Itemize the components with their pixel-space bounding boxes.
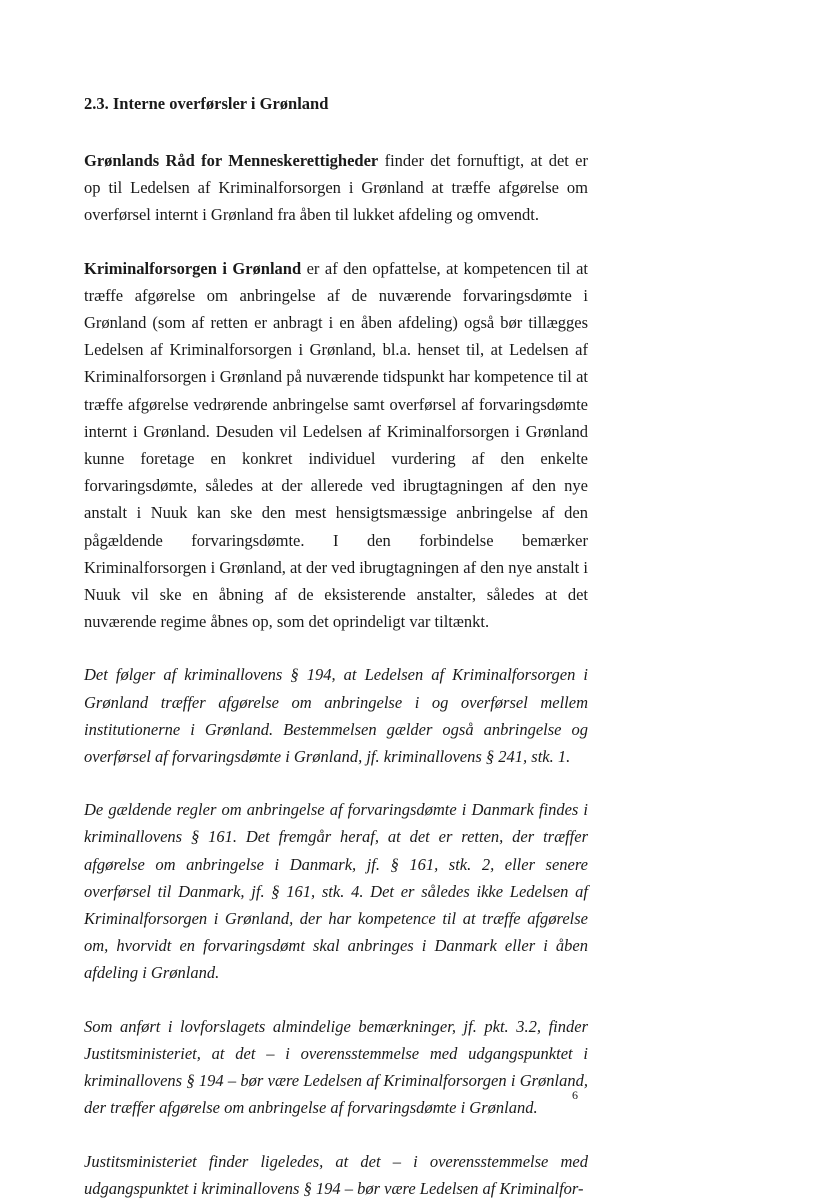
paragraph-lead: Grønlands Råd for Menneskerettigheder [84,151,379,170]
paragraph-kriminalforsorgen [84,255,588,636]
paragraph-rights-council [84,147,588,229]
paragraph-ministry-response-1: Det følger af kriminallovens § 194, at Ledelsen af Kriminalforsorgen i Grønland træffer afgørelse om anbringelse i og overførsel mellem institutionerne i Grønland. Bestemmelsen gælder også anbringelse og overførsel af forvaringsdømte i Grønland, jf. kriminallovens § 241, stk. 1. [84,665,588,767]
paragraph-text: er af den opfattelse, at kompetencen til at træffe afgørelse om anbringelse af de nuværende forvaringsdømte i Grønland (som af retten er anbragt i en åben afdeling) også bør tillægges Ledelsen af Kriminalforsorgen i Grønland, bl.a. henset til, at Ledelsen af Kriminalforsorgen i Grønland på nuværende tidspunkt har kompetence til at træffe afgørelse vedrørende anbringelse samt overførsel af forvaringsdømte internt i Grønland. Desuden vil Ledelsen af Kriminalforsorgen i Grønland kunne foretage en konkret individuel vurdering af den enkelte forvaringsdømte, således at der allerede ved ibrugtagningen af den nye anstalt i Nuuk kan ske den mest hensigtsmæssige anbringelse af den pågældende forvaringsdømte. I den forbindelse bemærker Kriminalforsorgen i Grønland, at der ved ibrugtagningen af den nye anstalt i Nuuk vil ske en åbning af de eksisterende anstalter, således at det nuværende regime åbnes op, som det oprindeligt var tiltænkt. [84,258,588,632]
paragraph-ministry-response-4: Justitsministeriet finder ligeledes, at det – i overensstemmelse med udgangspunktet i kriminallovens § 194 – bør være Ledelsen af Kriminalfor- [84,1151,588,1198]
section-heading: 2.3. Interne overførsler i Grønland [84,94,329,113]
page-number: 6 [572,1088,578,1102]
paragraph-lead: Kriminalforsorgen i Grønland [84,258,302,278]
document-page [84,93,588,1202]
paragraph-text: finder det fornuftigt, at det er op til Ledelsen af Kriminalforsorgen i Grønland at træffe afgørelse om overførsel internt i Grønland fra åben til lukket afdeling og omvendt. [84,151,588,225]
paragraph-ministry-response-2: De gældende regler om anbringelse af forvaringsdømte i Danmark findes i kriminallovens § 161. Det fremgår heraf, at det er retten, der træffer afgørelse om anbringelse i Danmark, jf. § 161, stk. 2, eller senere overførsel til Danmark, jf. § 161, stk. 4. Det er således ikke Ledelsen af Kriminalforsorgen i Grønland, der har kompetence til at træffe afgørelse om, hvorvidt en forvaringsdømt skal anbringes i Danmark eller i åben afdeling i Grønland. [84,800,588,983]
paragraph-ministry-response-3: Som anført i lovforslagets almindelige bemærkninger, jf. pkt. 3.2, finder Justitsministeriet, at det – i overensstemmelse med udgangspunktet i kriminallovens § 194 – bør være Ledelsen af Kriminalforsorgen i Grønland, der træffer afgørelse om anbringelse af forvaringsdømte i Grønland. [84,1016,588,1118]
